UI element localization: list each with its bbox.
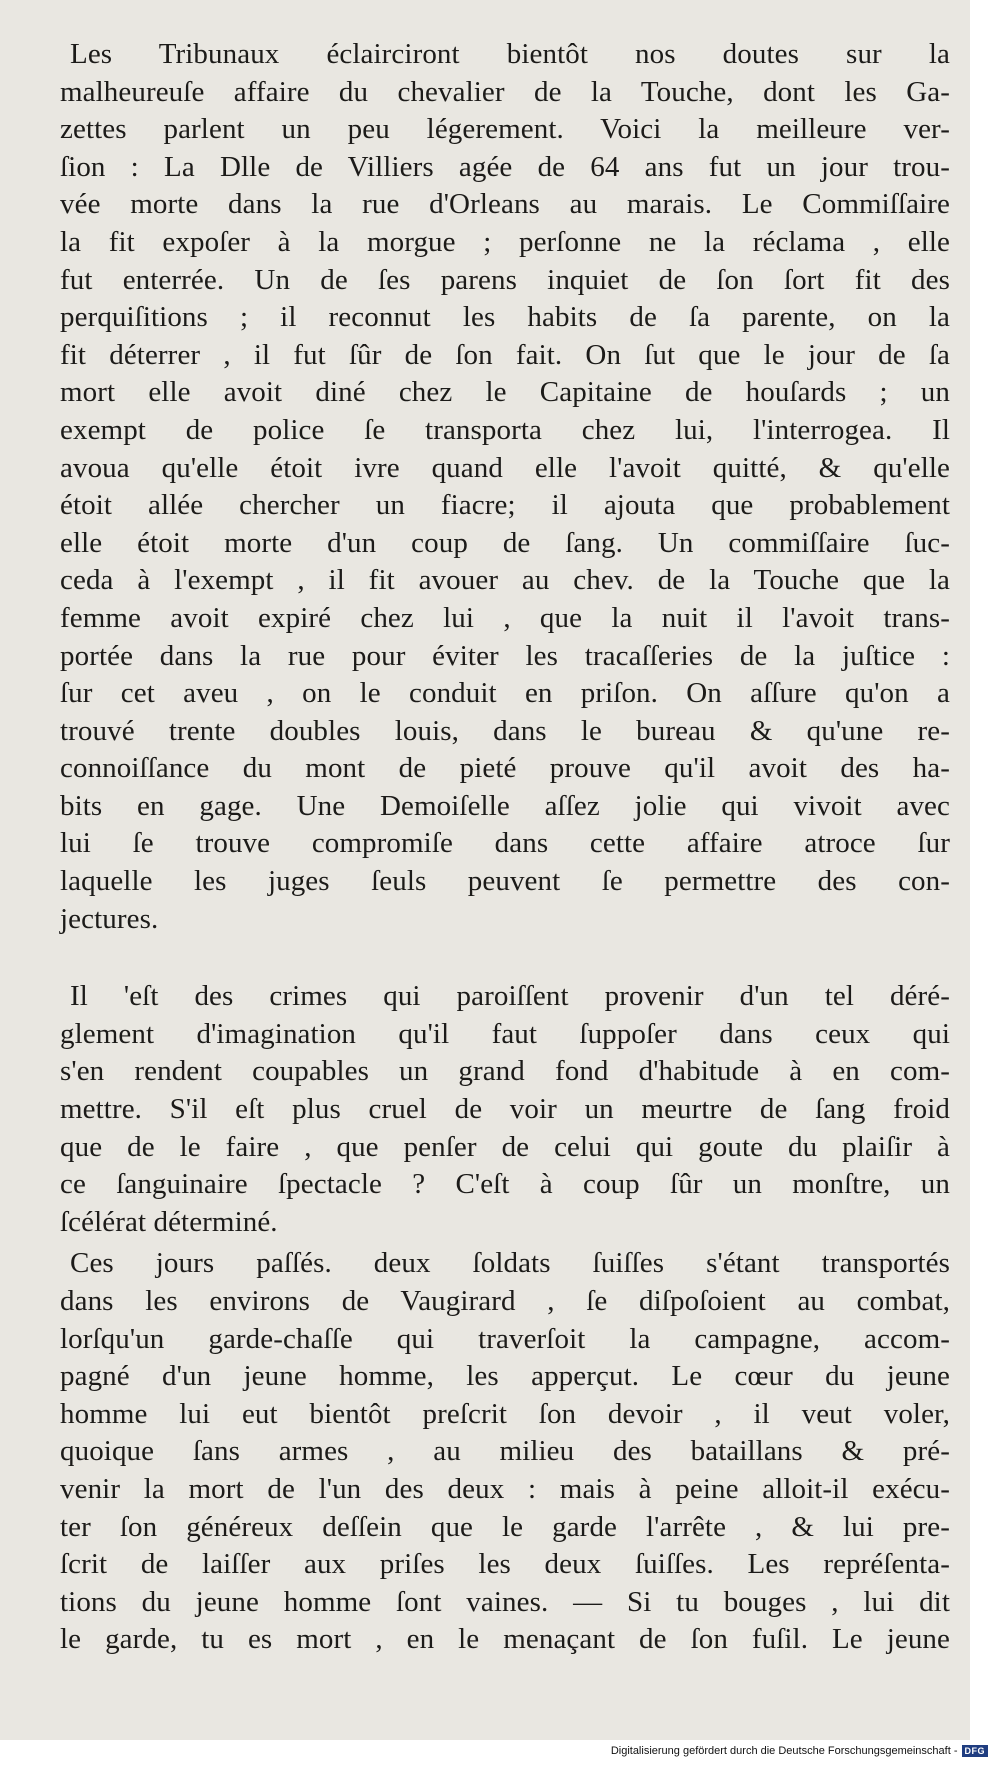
text-line: dans les environs de Vaugirard , ſe diſpoſoient au combat, — [60, 1285, 950, 1317]
text-line: étoit allée chercher un fiacre; il ajouta que probablement — [60, 489, 950, 522]
dfg-logo: DFG — [962, 1745, 989, 1757]
text-line: jectures. — [60, 902, 159, 935]
text-line: Il 'eſt des crimes qui paroiſſent provenir d'un tel déré- — [70, 980, 950, 1013]
text-line: pagné d'un jeune homme, les apperçut. Le cœur du jeune — [60, 1360, 950, 1393]
digitization-credit — [611, 1742, 988, 1760]
text-line: venir la mort de l'un des deux : mais à peine alloit-il exécu- — [60, 1472, 950, 1505]
text-line: le garde, tu es mort , en le menaçant de ſon fuſil. Le jeune — [60, 1623, 950, 1656]
text-line: avoua qu'elle étoit ivre quand elle l'avoit quitté, & qu'elle — [60, 451, 950, 484]
text-body — [60, 36, 950, 1659]
text-line: tions du jeune homme ſont vaines. — Si tu bouges , lui dit — [60, 1585, 950, 1618]
text-line: ſcrit de laiſſer aux priſes les deux ſuiſſes. Les repréſenta- — [60, 1548, 950, 1581]
text-line: Les Tribunaux éclairciront bientôt nos doutes sur la — [70, 38, 950, 70]
text-line: quoique ſans armes , au milieu des bataillans & pré- — [60, 1435, 950, 1468]
text-line: ſcélérat déterminé. — [60, 1205, 278, 1238]
text-line: femme avoit expiré chez lui , que la nuit il l'avoit trans- — [60, 601, 950, 634]
text-line: homme lui eut bientôt preſcrit ſon devoir , il veut voler, — [60, 1397, 950, 1430]
text-line: ſion : La Dlle de Villiers agée de 64 ans fut un jour trou- — [60, 150, 950, 183]
text-line: portée dans la rue pour éviter les tracaſſeries de la juſtice : — [60, 639, 950, 672]
text-line: que de le faire , que penſer de celui qui goute du plaiſir à — [60, 1130, 950, 1163]
text-line: glement d'imagination qu'il faut ſuppoſer dans ceux qui — [60, 1017, 950, 1050]
text-line: ceda à l'exempt , il fit avouer au chev. de la Touche que la — [60, 564, 950, 597]
text-line: la fit expoſer à la morgue ; perſonne ne la réclama , elle — [60, 225, 950, 258]
text-line: zettes parlent un peu légerement. Voici la meilleure ver- — [60, 113, 950, 146]
text-line: exempt de police ſe transporta chez lui, l'interrogea. Il — [60, 413, 950, 446]
text-line: bits en gage. Une Demoiſelle aſſez jolie qui vivoit avec — [60, 789, 950, 822]
text-line: Ces jours paſſés. deux ſoldats ſuiſſes s'étant transportés — [70, 1247, 950, 1280]
text-line: laquelle les juges ſeuls peuvent ſe permettre des con- — [60, 865, 950, 898]
text-line: lui ſe trouve compromiſe dans cette affaire atroce ſur — [60, 827, 950, 860]
text-line: fut enterrée. Un de ſes parens inquiet de ſon ſort fit des — [60, 263, 950, 296]
text-line: connoiſſance du mont de pieté prouve qu'il avoit des ha- — [60, 752, 950, 785]
text-line: mort elle avoit diné chez le Capitaine de houſards ; un — [60, 376, 950, 409]
text-line: mettre. S'il eſt plus cruel de voir un meurtre de ſang froid — [60, 1093, 950, 1126]
text-line: ter ſon généreux deſſein que le garde l'arrête , & lui pre- — [60, 1510, 950, 1543]
paragraph-1 — [60, 36, 950, 938]
text-line: lorſqu'un garde-chaſſe qui traverſoit la campagne, accom- — [60, 1322, 950, 1355]
paragraph-2 — [60, 978, 950, 1241]
text-line: perquiſitions ; il reconnut les habits de ſa parente, on la — [60, 301, 950, 334]
text-line: ſur cet aveu , on le conduit en priſon. On aſſure qu'on a — [60, 677, 950, 710]
text-line: vée morte dans la rue d'Orleans au marais. Le Commiſſaire — [60, 188, 950, 221]
text-line: elle étoit morte d'un coup de ſang. Un commiſſaire ſuc- — [60, 526, 950, 559]
text-line: ce ſanguinaire ſpectacle ? C'eſt à coup ſûr un monſtre, un — [60, 1168, 950, 1201]
credit-text: Digitalisierung gefördert durch die Deutsche Forschungsgemeinschaft - — [610, 1745, 958, 1757]
text-line: malheureuſe affaire du chevalier de la Touche, dont les Ga- — [60, 75, 950, 108]
text-line: trouvé trente doubles louis, dans le bureau & qu'une re- — [60, 714, 950, 747]
text-line: s'en rendent coupables un grand fond d'habitude à en com- — [60, 1055, 950, 1088]
paragraph-3 — [60, 1245, 950, 1659]
text-line: fit déterrer , il fut ſûr de ſon fait. On ſut que le jour de ſa — [60, 338, 950, 371]
